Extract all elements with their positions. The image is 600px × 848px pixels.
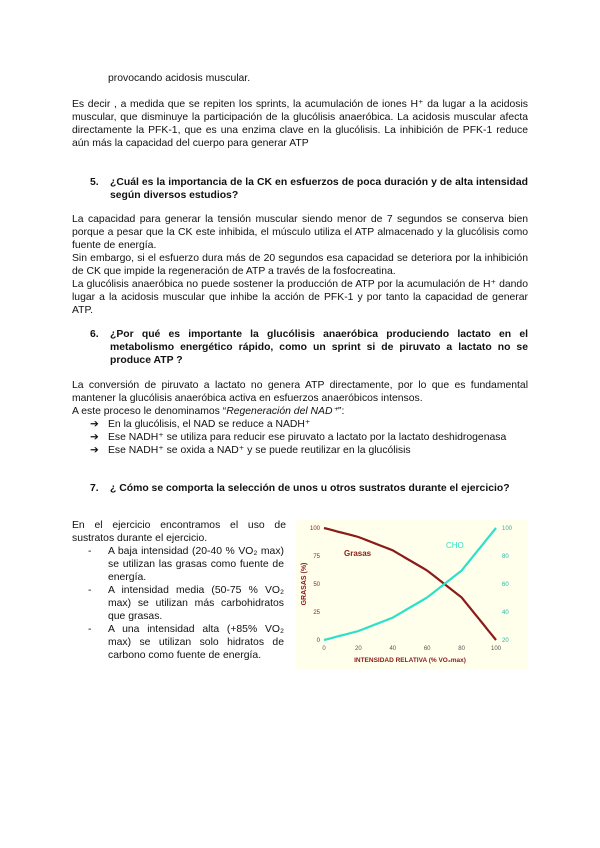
dash-list (88, 545, 284, 662)
arrow-item-text: Ese NADH⁺ se oxida a NAD⁺ y se puede reutilizar en la glucólisis (108, 445, 411, 456)
dash-marker: - (88, 585, 92, 596)
question-6 (90, 328, 528, 367)
x-tick-label: 20 (355, 646, 362, 652)
answer-5 (72, 213, 528, 317)
dash-item-text: A baja intensidad (20-40 % VO₂ max) se utilizan las grasas como fuente de energía. (108, 546, 284, 583)
x-tick-label: 80 (458, 646, 465, 652)
x-axis-label: INTENSIDAD RELATIVA (% VO₂max) (354, 657, 466, 664)
process-prefix: A este proceso le denominamos “ (72, 406, 227, 417)
dash-list-item (88, 545, 284, 584)
dash-item-text: A intensidad media (50-75 % VO₂ max) se utilizan más carbohidratos que grasas. (108, 585, 284, 622)
series-line-grasas (324, 528, 496, 640)
dash-marker: - (88, 624, 92, 635)
substrate-chart (296, 520, 528, 670)
dash-marker: - (88, 546, 92, 557)
answer-6-paragraph: La conversión de piruvato a lactato no genera ATP directamente, por lo que es fundamental mantener la glucólisis anaeróbica activa en esfuerzos anaeróbicos intensos. (72, 380, 528, 404)
question-text: ¿ Cómo se comporta la selección de unos u otros sustratos durante el ejercicio? (110, 483, 510, 494)
answer-5-paragraph: Sin embargo, si el esfuerzo dura más de 20 segundos esa capacidad se deteriora por la inhibición de CK que impide la regeneración de ATP a través de la fosfocreatina. (72, 253, 528, 277)
intro-line: provocando acidosis muscular. (108, 73, 251, 84)
dash-list-item (88, 623, 284, 662)
answer-5-paragraph: La capacidad para generar la tensión muscular siendo menor de 7 segundos se conserva bien porque a pesar que la CK este inhibida, el músculo utiliza el ATP almacenado y la glucólisis como fuente de energía. (72, 214, 528, 251)
chart-layer (301, 526, 513, 664)
question-7 (90, 482, 528, 495)
arrow-item-text: Ese NADH⁺ se utiliza para reducir ese piruvato a lactato por la lactato deshidrogenasa (108, 432, 507, 443)
dash-item-text: A una intensidad alta (+85% VO₂ max) se utilizan solo hidratos de carbono como fuente de energía. (108, 624, 284, 661)
y-right-tick-label: 80 (502, 554, 509, 560)
y-left-tick-label: 100 (309, 526, 320, 532)
x-tick-label: 40 (389, 646, 397, 652)
y-axis-label: GRASAS (%) (301, 562, 308, 606)
arrow-right-icon: ➔ (90, 445, 99, 456)
question-number: 5. (90, 177, 99, 188)
y-left-tick-label: 25 (313, 610, 320, 616)
y-right-tick-label: 40 (502, 610, 509, 616)
y-left-tick-label: 75 (313, 554, 320, 560)
series-label: CHO (446, 541, 464, 550)
series-line-cho (324, 528, 496, 640)
arrow-list-item (90, 418, 528, 431)
answer-5-paragraph: La glucólisis anaeróbica no puede sostener la producción de ATP por la acumulación de H⁺ dando lugar a la acidosis muscular que inhibe la acción de PFK-1 y por tanto la capacidad de generar ATP. (72, 279, 528, 316)
process-name: Regeneración del NAD⁺ (226, 406, 338, 417)
answer-6 (72, 379, 528, 418)
answer-7-intro: En el ejercicio encontramos el uso de sustratos durante el ejercicio. (72, 520, 286, 544)
question-5 (90, 176, 528, 202)
arrow-list (90, 418, 528, 457)
arrow-list-item (90, 444, 528, 457)
x-tick-label: 60 (423, 646, 431, 652)
x-tick-label: 0 (322, 646, 326, 652)
process-suffix: ”: (337, 406, 345, 417)
arrow-list-item (90, 431, 528, 444)
answer-6-process (72, 405, 528, 418)
x-tick-label: 100 (490, 646, 502, 652)
question-number: 7. (90, 483, 99, 494)
y-right-tick-label: 100 (502, 526, 513, 532)
chart-svg (296, 520, 528, 670)
arrow-item-text: En la glucólisis, el NAD se reduce a NADH⁺ (108, 419, 311, 430)
series-label: Grasas (344, 549, 372, 558)
y-left-tick-label: 50 (313, 582, 320, 588)
arrow-right-icon: ➔ (90, 419, 99, 430)
question-text: ¿Por qué es importante la glucólisis anaeróbica produciendo lactato en el metabolismo energético rápido, como un sprint si de piruvato a lactato no se produce ATP ? (110, 329, 528, 366)
arrow-right-icon: ➔ (90, 432, 99, 443)
question-text: ¿Cuál es la importancia de la CK en esfuerzos de poca duración y de alta intensidad según diversos estudios? (110, 177, 528, 201)
y-right-tick-label: 20 (502, 638, 509, 644)
question-number: 6. (90, 329, 99, 340)
y-left-tick-label: 0 (316, 638, 320, 644)
paragraph-acidosis: Es decir , a medida que se repiten los sprints, la acumulación de iones H⁺ da lugar a la acidosis muscular, que disminuye la participación de la glucólisis anaeróbica. La acidosis muscular afecta directamente la PFK-1, que es una enzima clave en la glucólisis. La inhibición de PFK-1 reduce aún más la capacidad del cuerpo para generar ATP (72, 99, 528, 149)
y-right-tick-label: 60 (502, 582, 509, 588)
dash-list-item (88, 584, 284, 623)
